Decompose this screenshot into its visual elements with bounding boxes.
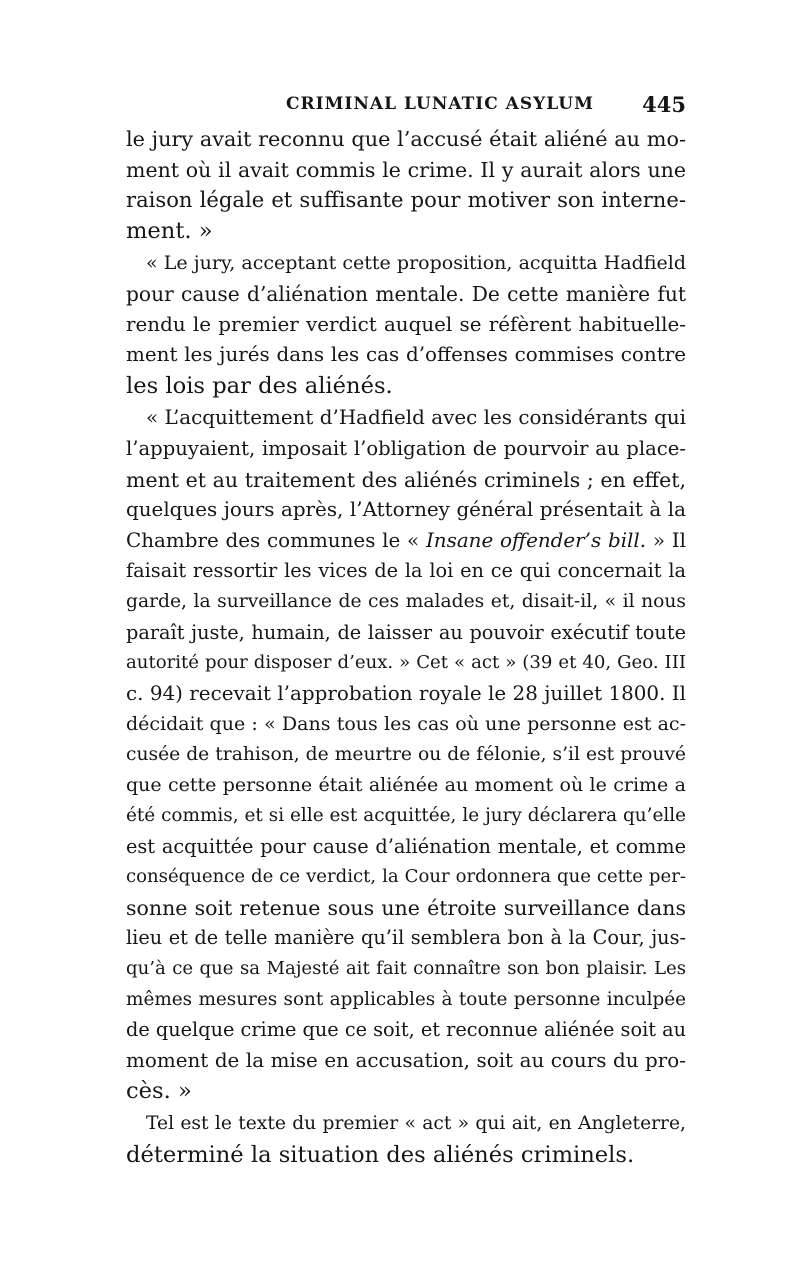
- text-line: qu’à ce que sa Majesté ait fait connaître son bon plaisir. Les: [126, 958, 686, 980]
- text-line: de quelque crime que ce soit, et reconnue aliénée soit au: [126, 1018, 686, 1042]
- text-line: « Le jury, acceptant cette proposition, acquitta Hadfield: [146, 252, 686, 275]
- text-line: sonne soit retenue sous une étroite surveillance dans: [126, 895, 686, 920]
- bill-title: Insane offender’s bill.: [425, 528, 647, 552]
- text-line: conséquence de ce verdict, la Cour ordonnera que cette per-: [126, 866, 686, 888]
- text-line: mêmes mesures sont applicables à toute personne inculpée: [126, 988, 686, 1010]
- text-line: est acquittée pour cause d’aliénation mentale, et comme: [126, 834, 686, 858]
- text-line: ment où il avait commis le crime. Il y aurait alors une: [126, 157, 686, 182]
- text-line: le jury avait reconnu que l’accusé était aliéné au mo-: [126, 127, 686, 151]
- text-line: été commis, et si elle est acquittée, le jury déclarera qu’elle: [126, 805, 686, 827]
- running-head: [126, 94, 686, 120]
- text-line: rendu le premier verdict auquel se réfèrent habituelle-: [126, 312, 686, 336]
- text-line: ment et au traitement des aliénés criminels ; en effet,: [126, 467, 686, 492]
- text-line: c. 94) recevait l’approbation royale le 28 juillet 1800. Il: [126, 681, 686, 705]
- text-line: paraît juste, humain, de laisser au pouvoir exécutif toute: [126, 620, 686, 644]
- text-line: cusée de trahison, de meurtre ou de félonie, s’il est prouvé: [126, 743, 686, 765]
- body-text: [126, 124, 686, 1170]
- text-line: pour cause d’aliénation mentale. De cette manière fut: [126, 281, 686, 306]
- text-line: Chambre des communes le « Insane offender’s bill. » Il: [126, 528, 686, 552]
- text-line: décidait que : « Dans tous les cas où une personne est ac-: [126, 713, 686, 736]
- text-line: faisait ressortir les vices de la loi en ce qui concernait la: [126, 559, 686, 583]
- text-line: moment de la mise en accusation, soit au cours du pro-: [126, 1048, 686, 1072]
- text-line: cès. »: [126, 1078, 192, 1105]
- paragraph: [126, 124, 686, 246]
- text-line: les lois par des aliénés.: [126, 372, 393, 399]
- paragraph: [126, 248, 686, 401]
- text-line: autorité pour disposer d’eux. » Cet « act » (39 et 40, Geo. III: [126, 652, 686, 674]
- text-line: « L’acquittement d’Hadfield avec les considérants qui: [146, 406, 686, 430]
- running-title: CRIMINAL LUNATIC ASYLUM: [286, 94, 594, 114]
- text-line: Tel est le texte du premier « act » qui ait, en Angleterre,: [146, 1113, 686, 1134]
- page-number: 445: [642, 92, 686, 117]
- text-line: ment les jurés dans les cas d’offenses commises contre: [126, 343, 686, 367]
- paragraph: [126, 1109, 686, 1170]
- text-line: garde, la surveillance de ces malades et, disait-il, « il nous: [126, 590, 686, 612]
- text-line: ment. »: [126, 217, 213, 244]
- text-line: l’appuyaient, imposait l’obligation de pourvoir au place-: [126, 436, 686, 460]
- text-line: raison légale et suffisante pour motiver son interne-: [126, 187, 686, 213]
- text-line: que cette personne était aliénée au moment où le crime a: [126, 774, 686, 797]
- text-line: quelques jours après, l’Attorney général présentait à la: [126, 498, 686, 522]
- text-line: déterminé la situation des aliénés criminels.: [126, 1141, 635, 1168]
- paragraph: [126, 403, 686, 1107]
- text-line: lieu et de telle manière qu’il semblera bon à la Cour, jus-: [126, 926, 686, 950]
